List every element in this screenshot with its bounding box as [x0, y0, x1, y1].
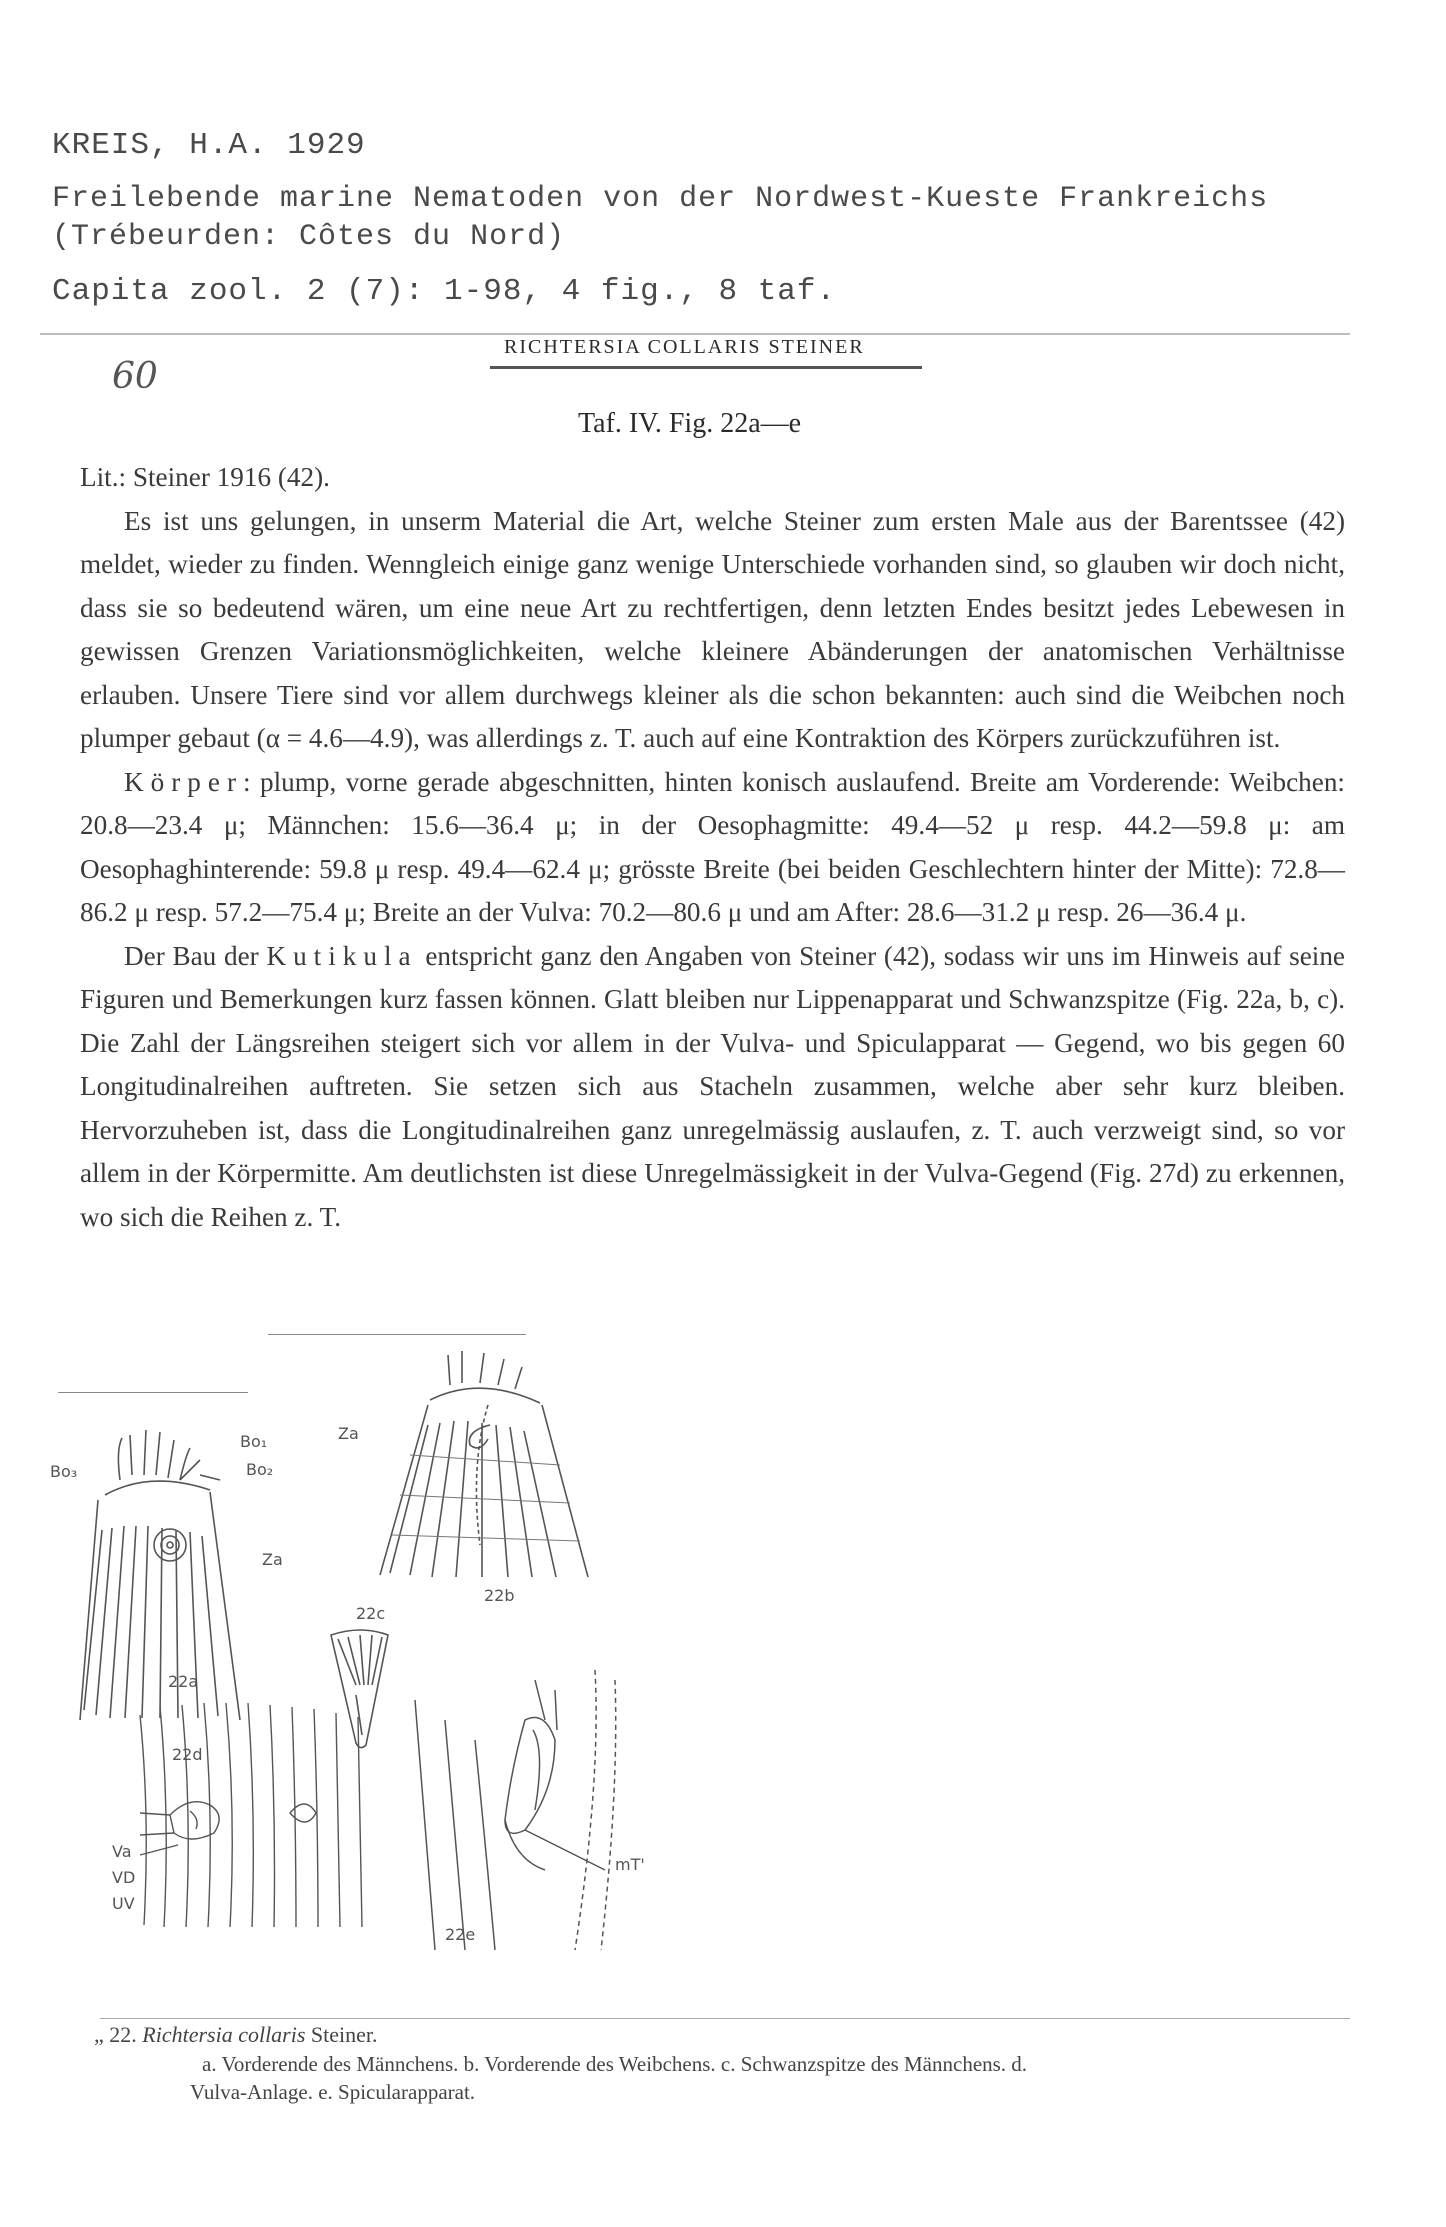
label-22e: 22e	[445, 1925, 476, 1944]
caption-line-3: Vulva-Anlage. e. Spicularapparat.	[190, 2080, 476, 2104]
literature-line	[80, 456, 1345, 500]
paragraph-3-text: entspricht ganz den Angaben von Steiner (42), sodass wir uns im Hinweis auf seine Figuren und Bemerkungen kurz fassen können. Glatt bleiben nur Lippenapparat und Schwanzspitze (Fig. 22a, b, c). Die Zahl der Längsreihen steigert sich vor allem in der Vulva- und Spiculapparat — Gegend, wo bis gegen 60 Longitudinalreihen auftreten. Sie setzen sich aus Stacheln zusammen, welche aber sehr kurz bleiben. Hervorzuheben ist, dass die Longitudinalreihen ganz unregelmässig auslaufen, z. T. auch verzweigt sind, so vor allem in der Körpermitte. Am deutlichsten ist diese Unregelmässigkeit in der Vulva-Gegend (Fig. 27d) zu erkennen, wo sich die Reihen z. T.	[80, 940, 1345, 1232]
page-number: 60	[112, 356, 158, 397]
paragraph-3-pre: Der Bau der	[124, 940, 267, 971]
running-head: RICHTERSIA COLLARIS STEINER	[504, 336, 865, 358]
figure-22d-drawing	[130, 1695, 420, 1935]
lit-ref: Lit.: Steiner 1916 (42).	[80, 462, 330, 492]
body-text	[80, 456, 1345, 1239]
caption-rule	[100, 2018, 1350, 2019]
label-22a: 22a	[168, 1672, 199, 1691]
label-uv: UV	[112, 1894, 135, 1913]
term-koerper: Körper	[124, 766, 243, 797]
term-kutikula: Kutikula	[266, 940, 418, 971]
running-head-rule	[490, 366, 922, 369]
caption-line-2: a. Vorderende des Männchens. b. Vorderende des Weibchens. c. Schwanzspitze des Männchens. d.	[202, 2052, 1028, 2076]
caption-author: Steiner.	[305, 2022, 378, 2047]
label-bo3: Bo₃	[50, 1462, 78, 1481]
header-divider	[40, 333, 1350, 335]
figure-rule-left	[58, 1392, 248, 1393]
figure-rule-top	[268, 1334, 526, 1335]
paragraph-3	[80, 935, 1345, 1240]
paragraph-2	[80, 761, 1345, 935]
label-va: Va	[112, 1842, 132, 1861]
citation-journal-line: Capita zool. 2 (7): 1-98, 4 fig., 8 taf.	[52, 274, 837, 309]
label-vd: VD	[112, 1868, 136, 1887]
citation-author-year: KREIS, H.A. 1929	[52, 128, 366, 163]
caption-species: Richtersia collaris	[142, 2022, 306, 2047]
caption-number: „ 22.	[94, 2022, 137, 2047]
paragraph-1: Es ist uns gelungen, in unserm Material die Art, welche Steiner zum ersten Male aus der Barentssee (42) meldet, wieder zu finden. Wenngleich einige ganz wenige Unterschiede vorhanden sind, so glauben wir doch nicht, dass sie so bedeutend wären, um eine neue Art zu rechtfertigen, denn letzten Endes besitzt jedes Lebewesen in gewissen Grenzen Variationsmöglichkeiten, welche kleinere Abänderungen der anatomischen Verhältnisse erlauben. Unsere Tiere sind vor allem durchwegs kleiner als die schon bekannten: auch sind die Weibchen noch plumper gebaut (α = 4.6—4.9), was allerdings z. T. auch auf eine Kontraktion des Körpers zurückzuführen ist.	[80, 505, 1345, 753]
citation-title-line1: Freilebende marine Nematoden von der Nordwest-Kueste Frankreichs	[52, 182, 1269, 216]
caption-line-1	[94, 2022, 378, 2048]
label-bo2: Bo₂	[246, 1460, 274, 1479]
label-za-b: Za	[338, 1424, 359, 1443]
label-22b: 22b	[484, 1586, 515, 1605]
label-za-a: Za	[262, 1550, 283, 1569]
figure-22b-drawing	[370, 1345, 600, 1585]
label-22c: 22c	[356, 1604, 386, 1623]
plate-reference: Taf. IV. Fig. 22a—e	[578, 408, 802, 439]
label-22d: 22d	[172, 1745, 203, 1764]
paragraph-2-text: : plump, vorne gerade abgeschnitten, hinten konisch auslaufend. Breite am Vorderende: Weibchen: 20.8—23.4 μ; Männchen: 15.6—36.4 μ; in der Oesophagmitte: 49.4—52 μ resp. 44.2—59.8 μ: am Oesophaghinterende: 59.8 μ resp. 49.4—62.4 μ; grösste Breite (bei beiden Geschlechtern hinter der Mitte): 72.8—86.2 μ resp. 57.2—75.4 μ; Breite an der Vulva: 70.2—80.6 μ und am After: 28.6—31.2 μ resp. 26—36.4 μ.	[80, 766, 1345, 927]
label-mt: mT'	[615, 1855, 645, 1874]
citation-title-line2: (Trébeurden: Côtes du Nord)	[52, 220, 566, 254]
label-bo1: Bo₁	[240, 1432, 268, 1451]
figure-22e-drawing	[405, 1660, 635, 1960]
